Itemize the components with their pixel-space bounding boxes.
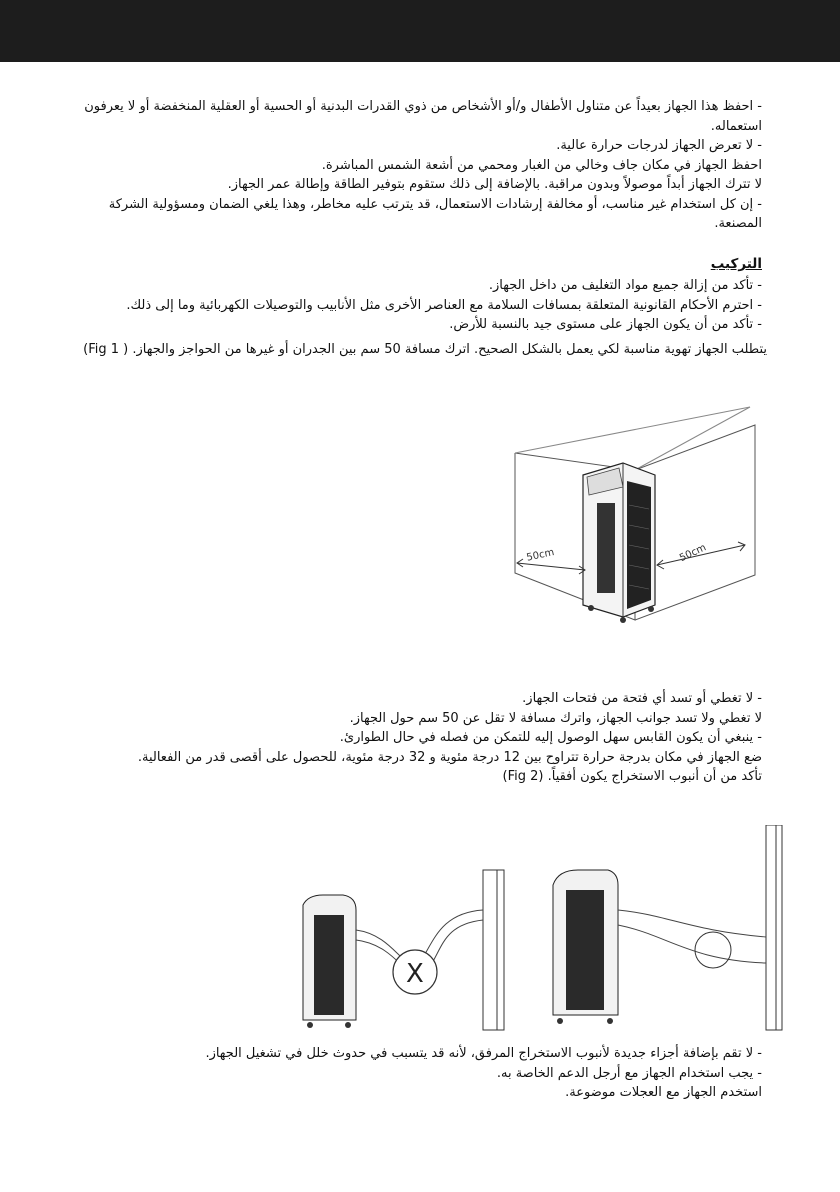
placement-instructions (62, 689, 762, 787)
right-clearance-label: 50cm (678, 542, 709, 565)
paragraph: - تأكد من أن يكون الجهاز على مستوى جيد بالنسبة للأرض. (449, 317, 762, 332)
paragraph: لا تغطي ولا تسد جوانب الجهاز، واترك مسافة لا تقل عن 50 سم حول الجهاز. (349, 710, 762, 726)
paragraph: - تأكد من إزالة جميع مواد التغليف من داخل الجهاز. (488, 278, 762, 293)
installation-heading: التركيب (710, 256, 762, 272)
paragraph: استخدم الجهاز مع العجلات موضوعة. (565, 1085, 762, 1100)
paragraph: - ينبغي أن يكون القابس سهل الوصول إليه للتمكن من فصله في حال الطوارئ. (339, 730, 762, 745)
installation-instructions (72, 276, 762, 335)
paragraph: لا تترك الجهاز أبداً موصولاً وبدون مراقبة. بالإضافة إلى ذلك ستقوم بتوفير الطاقة وإطالة عمر الجهاز. (227, 177, 762, 192)
paragraph: ضع الجهاز في مكان بدرجة حرارة تتراوح بين 12 درجة مئوية و 32 درجة مئوية، للحصول على أقصى قدر من الفعالية. (137, 749, 762, 765)
paragraph: - لا تغطي أو تسد أي فتحة من فتحات الجهاز. (522, 691, 762, 706)
correct-installation (553, 825, 782, 1030)
paragraph: - لا تعرض الجهاز لدرجات حرارة عالية. (556, 138, 762, 153)
air-conditioner-unit (583, 463, 655, 623)
figure-2-exhaust-hose-diagram (288, 825, 788, 1040)
paragraph: - يجب استخدام الجهاز مع أرجل الدعم الخاصة به. (496, 1065, 762, 1081)
paragraph: تأكد من أن أنبوب الاستخراج يكون أفقياً. (Fig 2) (502, 769, 762, 784)
left-clearance-label: 50cm (525, 547, 556, 564)
ventilation-note (7, 340, 767, 360)
paragraph: احفظ الجهاز في مكان جاف وخالي من الغبار ومحمي من أشعة الشمس المباشرة. (321, 157, 762, 173)
paragraph: - لا تقم بإضافة أجزاء جديدة لأنبوب الاستخراج المرفق، لأنه قد يتسبب في حدوث خلل في تشغيل الجهاز. (205, 1046, 762, 1061)
paragraph: - إن كل استخدام غير مناسب، أو مخالفة إرشادات الاستعمال، قد يترتب عليه مخاطر، وهذا يلغي الضمان ومسؤولية الشركة المصنعة. (108, 196, 762, 231)
paragraph: يتطلب الجهاز تهوية مناسبة لكي يعمل بالشكل الصحيح. اترك مسافة 50 سم بين الجدران أو غيرها من الحواجز والجهاز. ( Fig 1) (83, 342, 767, 357)
paragraph: - احترم الأحكام القانونية المتعلقة بمسافات السلامة مع العناصر الأخرى مثل الأنابيب والتوصيلات الكهربائية وما إلى ذلك. (126, 297, 762, 313)
header-bar (0, 0, 840, 62)
hose-and-support-instructions (72, 1044, 762, 1103)
incorrect-mark-label: X (406, 959, 424, 989)
figure-1-clearance-diagram (505, 395, 765, 640)
safety-instructions (72, 97, 762, 234)
paragraph: - احفظ هذا الجهاز بعيداً عن متناول الأطفال و/أو الأشخاص من ذوي القدرات البدنية أو الحسية أو العقلية المنخفضة أو لا يعرفون استعماله. (84, 99, 762, 134)
incorrect-installation (303, 870, 504, 1030)
